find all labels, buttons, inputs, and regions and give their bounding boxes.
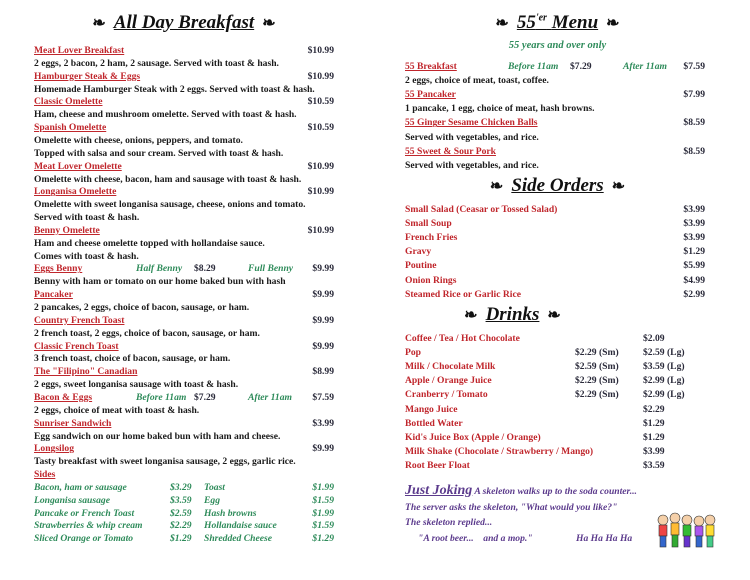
- drink-row: [405, 346, 710, 359]
- drink-row: [405, 445, 710, 458]
- option-label: After 11am: [248, 391, 292, 403]
- drink-name: Apple / Orange Juice: [405, 375, 492, 387]
- item-name: Sunriser Sandwich: [34, 417, 112, 429]
- side-price: $3.29: [170, 481, 192, 493]
- drink-price-small: $2.29 (Sm): [575, 375, 619, 387]
- option-label: After 11am: [623, 61, 667, 72]
- item-name: 55 Breakfast: [405, 61, 457, 72]
- side-name: Longanisa sausage: [34, 494, 110, 506]
- side-name: Pancake or French Toast: [34, 507, 135, 519]
- item-description: Served with toast & hash.: [34, 212, 140, 224]
- side-orders-title: ❧ Side Orders ❧: [489, 175, 626, 196]
- drink-name: Cranberry / Tomato: [405, 389, 488, 401]
- side-row: [34, 507, 334, 520]
- item-name: Country French Toast: [34, 314, 125, 326]
- item-description: 2 pancakes, 2 eggs, choice of bacon, sausage, or ham.: [34, 302, 250, 313]
- item-description: Tasty breakfast with sweet longanisa sausage, 2 eggs, garlic rice.: [34, 456, 296, 468]
- menu-item-row: [405, 60, 710, 73]
- side-order-name: Onion Rings: [405, 274, 457, 286]
- option-label: Before 11am: [508, 61, 559, 72]
- drink-row: [405, 431, 710, 444]
- item-description: 2 eggs, choice of meat, toast, coffee.: [405, 75, 549, 87]
- side-name: Strawberries & whip cream: [34, 520, 143, 532]
- item-price: $10.99: [307, 224, 334, 236]
- item-price: $10.99: [307, 186, 334, 198]
- item-price: $7.99: [683, 89, 705, 101]
- side-order-price: $2.99: [683, 288, 705, 300]
- ornament-right-icon: ❧: [611, 178, 626, 195]
- drink-row: [405, 360, 710, 373]
- menu-item-row: [34, 417, 334, 430]
- drink-price-small: $2.29 (Sm): [575, 347, 619, 359]
- side-row: [34, 481, 334, 494]
- drink-price: $3.59 (Lg): [643, 361, 685, 373]
- side-name: Egg: [204, 494, 220, 506]
- senior-subtitle: 55 years and over only: [508, 40, 607, 51]
- item-price: $10.59: [307, 122, 334, 134]
- ornament-right-icon: ❧: [547, 307, 561, 324]
- drink-price: $2.99 (Lg): [643, 389, 685, 401]
- ornament-left-icon: ❧: [92, 15, 106, 32]
- option-label: Half Benny: [136, 263, 183, 275]
- side-row: [34, 494, 334, 507]
- menu-item-row: [405, 88, 710, 101]
- item-description: Egg sandwich on our home baked bun with ham and cheese.: [34, 430, 281, 442]
- side-order-row: [405, 288, 710, 301]
- menu-item-row: [34, 262, 334, 275]
- side-price: $1.99: [312, 481, 334, 493]
- item-name: Bacon & Eggs: [34, 391, 93, 403]
- drink-price: $2.29: [643, 403, 665, 415]
- item-name: Longanisa Omelette: [34, 186, 117, 198]
- side-order-name: Gravy: [405, 246, 432, 258]
- item-description: Benny with ham or tomato on our home baked bun with hash: [34, 276, 286, 288]
- side-order-row: [405, 245, 710, 258]
- ornament-left-icon: ❧: [464, 307, 478, 324]
- drink-name: Bottled Water: [405, 417, 463, 429]
- side-order-row: [405, 217, 710, 230]
- ornament-right-icon: ❧: [606, 15, 620, 32]
- item-name: Eggs Benny: [34, 263, 83, 275]
- item-name: The "Filipino" Canadian: [34, 366, 138, 378]
- ornament-right-icon: ❧: [262, 15, 276, 32]
- menu-item-row: [34, 391, 334, 404]
- item-description: Ham, cheese and mushroom omelette. Served with toast & hash.: [34, 109, 297, 121]
- joke-line: Just Joking A skeleton walks up to the soda counter...: [405, 483, 637, 498]
- menu-item-row: [34, 95, 334, 108]
- side-price: $1.99: [312, 507, 334, 519]
- item-description: Omelette with cheese, bacon, ham and sausage with toast & hash.: [34, 173, 302, 185]
- side-name: Sliced Orange or Tomato: [34, 533, 134, 545]
- drinks-title: ❧ Drinks ❧: [464, 304, 561, 325]
- drink-name: Coffee / Tea / Hot Chocolate: [405, 333, 520, 344]
- item-price: $9.99: [312, 314, 334, 326]
- side-order-name: Small Salad (Ceasar or Tossed Salad): [405, 204, 558, 215]
- ornament-left-icon: ❧: [489, 178, 504, 195]
- item-price: $7.59: [312, 391, 334, 403]
- item-name: Pancaker: [34, 289, 73, 301]
- side-order-row: [405, 231, 710, 244]
- kids-cartoon-image: [655, 512, 717, 550]
- side-order-name: Steamed Rice or Garlic Rice: [405, 288, 521, 300]
- side-row: [34, 519, 334, 532]
- menu-item-row: [34, 340, 334, 353]
- senior-menu-title: ❧ $55^{'er}$ Menu ❧: [495, 12, 620, 33]
- drink-name: Mango Juice: [405, 403, 458, 415]
- side-order-price: $3.99: [683, 232, 705, 244]
- item-price: $10.59: [307, 96, 334, 108]
- menu-item-row: [405, 145, 710, 158]
- item-price: $10.99: [307, 45, 334, 56]
- item-name: 55 Ginger Sesame Chicken Balls: [405, 117, 538, 129]
- drink-price: $3.59: [643, 459, 665, 471]
- side-name: Shredded Cheese: [204, 533, 272, 545]
- item-price: $9.99: [312, 289, 334, 301]
- menu-item-row: [34, 185, 334, 198]
- menu-item-row: [34, 288, 334, 301]
- drink-price-small: $2.29 (Sm): [575, 389, 619, 401]
- drink-row: [405, 417, 710, 430]
- item-name: Benny Omelette: [34, 224, 100, 236]
- item-name: Spanish Omelette: [34, 122, 107, 134]
- item-description: Omelette with cheese, onions, peppers, and tomato.: [34, 134, 243, 146]
- item-description: 2 french toast, 2 eggs, choice of bacon, sausage, or ham.: [34, 327, 260, 339]
- ornament-left-icon: ❧: [495, 15, 509, 32]
- side-row: [34, 532, 334, 545]
- option-price: $8.29: [194, 263, 216, 275]
- side-name: Bacon, ham or sausage: [34, 481, 127, 493]
- item-price: $9.99: [312, 443, 334, 455]
- drink-price: $3.99: [643, 445, 665, 457]
- drink-row: [405, 403, 710, 416]
- breakfast-title: ❧ All Day Breakfast ❧: [92, 12, 276, 33]
- item-price: $3.99: [312, 417, 334, 429]
- menu-item-row: [34, 44, 334, 57]
- drink-name: Root Beer Float: [405, 459, 470, 471]
- item-description: Homemade Hamburger Steak with 2 eggs. Served with toast & hash.: [34, 83, 315, 95]
- item-name: Meat Lover Breakfast: [34, 45, 125, 56]
- drink-name: Milk / Chocolate Milk: [405, 361, 496, 373]
- item-description: 2 eggs, sweet longanisa sausage with toast & hash.: [34, 379, 239, 391]
- joke-line: The server asks the skeleton, "What would you like?": [405, 502, 618, 513]
- joke-line: "A root beer... and a mop." Ha Ha Ha Ha: [418, 533, 633, 544]
- item-price: $8.99: [312, 366, 334, 378]
- side-order-price: $3.99: [683, 218, 705, 230]
- side-order-name: French Fries: [405, 232, 458, 244]
- side-name: Hash browns: [204, 507, 257, 519]
- side-order-name: Small Soup: [405, 218, 452, 230]
- drink-price: $1.29: [643, 431, 665, 443]
- side-price: $2.59: [170, 507, 192, 519]
- drink-row: [405, 459, 710, 472]
- item-name: Longsilog: [34, 443, 74, 455]
- menu-item-row: [34, 121, 334, 134]
- menu-item-row: [34, 224, 334, 237]
- item-price: $7.59: [683, 61, 705, 72]
- drink-name: Milk Shake (Chocolate / Strawberry / Mango): [405, 445, 594, 457]
- item-description: Served with vegetables, and rice.: [405, 131, 539, 143]
- item-name: 55 Sweet & Sour Pork: [405, 145, 496, 157]
- sides-heading: Sides: [34, 469, 56, 481]
- menu-item-row: [34, 365, 334, 378]
- drink-price: $2.09: [643, 333, 665, 344]
- option-label: Full Benny: [248, 263, 294, 275]
- item-price: $9.99: [312, 263, 334, 275]
- option-label: Before 11am: [136, 391, 187, 403]
- drink-price: $2.99 (Lg): [643, 375, 685, 387]
- side-order-price: $1.29: [683, 246, 705, 258]
- drink-name: Pop: [405, 347, 421, 359]
- item-name: Classic French Toast: [34, 340, 119, 352]
- joke-line: The skeleton replied...: [405, 517, 493, 528]
- item-description: 2 eggs, 2 bacon, 2 ham, 2 sausage. Served with toast & hash.: [34, 57, 279, 69]
- menu-item-row: [34, 70, 334, 83]
- side-order-price: $4.99: [683, 274, 705, 286]
- item-description: 3 french toast, choice of bacon, sausage, or ham.: [34, 353, 231, 365]
- item-description: Comes with toast & hash.: [34, 250, 139, 262]
- item-price: $10.99: [307, 160, 334, 172]
- item-price: $10.99: [307, 70, 334, 82]
- side-price: $1.59: [312, 520, 334, 532]
- drink-price: $1.29: [643, 417, 665, 429]
- drink-row: [405, 374, 710, 387]
- drink-price: $2.59 (Lg): [643, 347, 685, 359]
- side-order-price: $5.99: [683, 260, 705, 272]
- menu-item-row: [34, 314, 334, 327]
- item-name: 55 Pancaker: [405, 89, 456, 101]
- item-name: Hamburger Steak & Eggs: [34, 70, 141, 82]
- drink-name: Kid's Juice Box (Apple / Orange): [405, 431, 541, 443]
- item-name: Classic Omelette: [34, 96, 103, 108]
- item-description: Served with vegetables, and rice.: [405, 159, 539, 171]
- drink-row: [405, 332, 710, 345]
- item-name: Meat Lover Omelette: [34, 160, 122, 172]
- side-order-row: [405, 259, 710, 272]
- option-price: $7.29: [570, 61, 592, 72]
- side-price: $2.29: [170, 520, 192, 532]
- item-description: 2 eggs, choice of meat with toast & hash.: [34, 404, 200, 416]
- item-description: Topped with salsa and sour cream. Served with toast & hash.: [34, 147, 284, 159]
- item-description: Ham and cheese omelette topped with hollandaise sauce.: [34, 237, 265, 249]
- side-price: $3.59: [170, 494, 192, 506]
- drink-row: [405, 388, 710, 401]
- side-order-name: Poutine: [405, 260, 437, 272]
- item-description: 1 pancake, 1 egg, choice of meat, hash browns.: [405, 103, 595, 115]
- side-price: $1.59: [312, 494, 334, 506]
- side-order-row: [405, 274, 710, 287]
- side-price: $1.29: [312, 533, 334, 545]
- item-price: $9.99: [312, 340, 334, 352]
- side-price: $1.29: [170, 533, 192, 545]
- option-price: $7.29: [194, 391, 216, 403]
- side-name: Toast: [204, 481, 225, 493]
- menu-item-row: [34, 442, 334, 455]
- item-price: $8.59: [683, 145, 705, 157]
- item-price: $8.59: [683, 117, 705, 129]
- item-description: Omelette with sweet longanisa sausage, cheese, onions and tomato.: [34, 199, 306, 211]
- side-order-row: [405, 203, 710, 216]
- side-order-price: $3.99: [683, 204, 705, 215]
- drink-price-small: $2.59 (Sm): [575, 361, 619, 373]
- menu-item-row: [405, 116, 710, 129]
- side-name: Hollandaise sauce: [204, 520, 277, 532]
- menu-item-row: [34, 160, 334, 173]
